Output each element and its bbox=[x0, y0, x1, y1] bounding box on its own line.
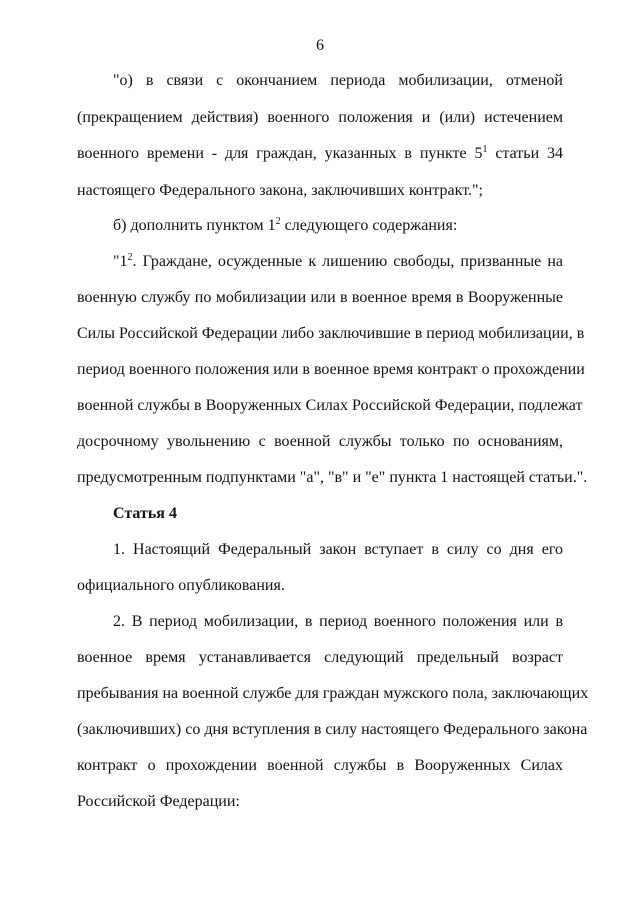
clause-1-2-line-1: "$1^2$. Граждане, осужденные к лишению свободы, призванные на bbox=[113, 252, 563, 270]
article-4-part-1-line-2: официального опубликования. bbox=[77, 577, 285, 594]
item-o-line-1: "о) в связи с окончанием периода мобилизации, отменой bbox=[113, 72, 563, 89]
item-o-line-3: военного времени - для граждан, указанных в пункте $5^1$ статьи 34 bbox=[77, 144, 564, 162]
article-4-part-2-line-5: контракт о прохождении военной службы в Вооруженных Силах bbox=[77, 757, 563, 774]
item-b-line-1: б) дополнить пунктом $1^2$ следующего содержания: bbox=[113, 216, 458, 234]
clause-1-2-line-2: военную службу по мобилизации или в военное время в Вооруженные bbox=[77, 289, 563, 306]
page-number: 6 bbox=[316, 37, 324, 54]
clause-1-2-line-3: Силы Российской Федерации либо заключившие в период мобилизации, в bbox=[77, 325, 585, 342]
article-4-part-2-line-3: пребывания на военной службе для граждан мужского пола, заключающих bbox=[77, 685, 589, 702]
article-4-heading: Статья 4 bbox=[113, 505, 177, 522]
article-4-part-2-line-2: военное время устанавливается следующий предельный возраст bbox=[77, 649, 563, 666]
article-4-part-2-line-4: (заключивших) со дня вступления в силу настоящего Федерального закона bbox=[77, 721, 588, 738]
clause-1-2-line-5: военной службы в Вооруженных Силах Российской Федерации, подлежат bbox=[77, 397, 583, 414]
article-4-part-2-line-1: 2. В период мобилизации, в период военного положения или в bbox=[113, 613, 563, 630]
item-o-line-2: (прекращением действия) военного положения и (или) истечением bbox=[77, 109, 563, 126]
article-4-part-2-line-6: Российской Федерации: bbox=[77, 793, 240, 810]
clause-1-2-line-4: период военного положения или в военное время контракт о прохождении bbox=[77, 361, 585, 378]
clause-1-2-line-6: досрочному увольнению с военной службы только по основаниям, bbox=[77, 433, 563, 450]
article-4-part-1-line-1: 1. Настоящий Федеральный закон вступает в силу со дня его bbox=[113, 541, 563, 558]
item-o-line-4: настоящего Федерального закона, заключивших контракт."; bbox=[77, 182, 483, 199]
clause-1-2-line-7: предусмотренным подпунктами "а", "в" и "е" пункта 1 настоящей статьи.". bbox=[77, 469, 588, 486]
